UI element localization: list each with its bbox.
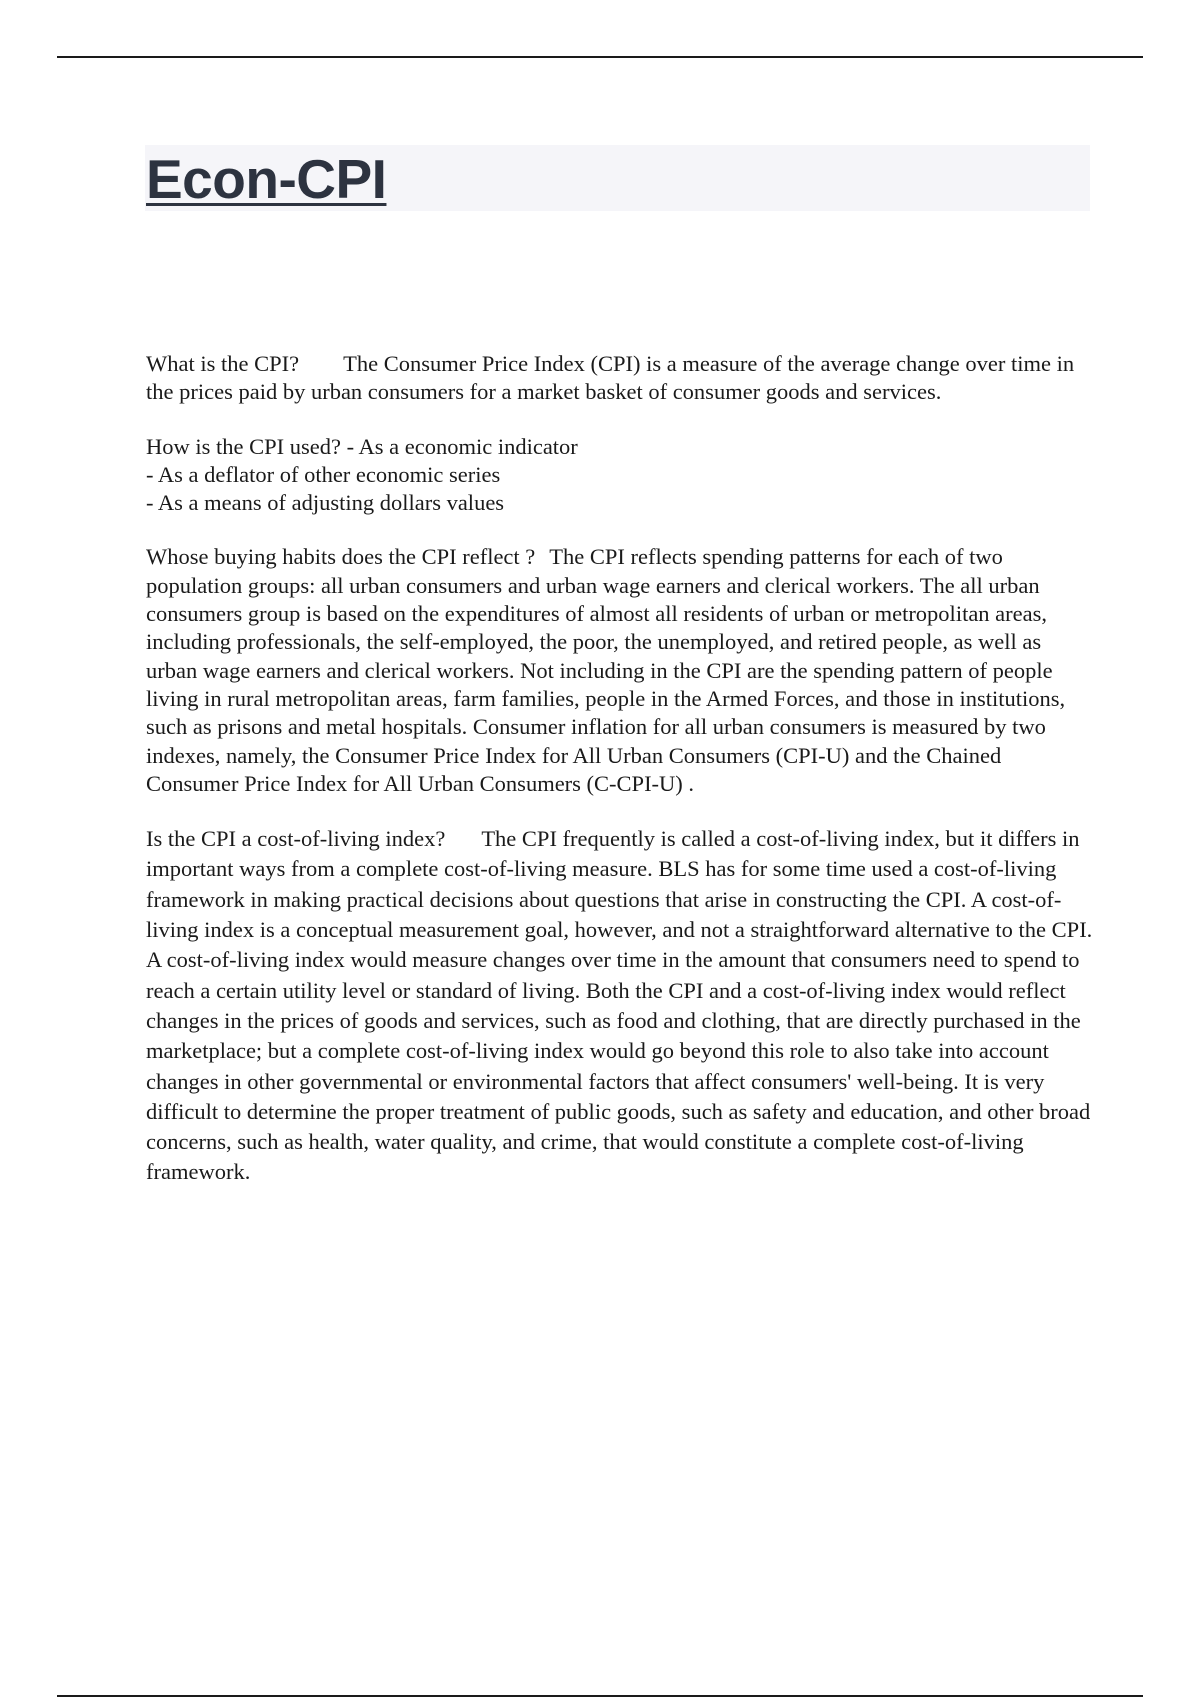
flashcard-4-answer: The CPI frequently is called a cost-of-living index, but it differs in important ways from a complete cost-of-living measure. BLS has for some time used a cost-of-living framework in making practical decisions about questions that arise in constructing the CPI. A cost-of-living index is a conceptual measurement goal, however, and not a straightforward alternative to the CPI. A cost-of-living index would measure changes over time in the amount that consumers need to spend to reach a certain utility level or standard of living. Both the CPI and a cost-of-living index would reflect changes in the prices of goods and services, such as food and clothing, that are directly purchased in the marketplace; but a complete cost-of-living index would go beyond this role to also take into account changes in other governmental or environmental factors that affect consumers' well-being. It is very difficult to determine the proper treatment of public goods, such as safety and education, and other broad concerns, such as health, water quality, and crime, that would constitute a complete cost-of-living framework. [146, 826, 1093, 1185]
flashcard-2 [146, 433, 1096, 518]
bottom-rule [57, 1695, 1143, 1697]
flashcard-2-answer-line-2: - As a deflator of other economic series [146, 461, 501, 487]
flashcard-3-answer: The CPI reflects spending patterns for each of two population groups: all urban consumers and urban wage earners and clerical workers. The all urban consumers group is based on the expenditures of almost all residents of urban or metropolitan areas, including professionals, the self-employed, the poor, the unemployed, and retired people, as well as urban wage earners and clerical workers. Not including in the CPI are the spending pattern of people living in rural metropolitan areas, farm families, people in the Armed Forces, and those in institutions, such as prisons and metal hospitals. Consumer inflation for all urban consumers is measured by two indexes, namely, the Consumer Price Index for All Urban Consumers (CPI-U) and the Chained Consumer Price Index for All Urban Consumers (C-CPI-U) . [146, 544, 1066, 796]
flashcard-3 [146, 543, 1096, 798]
flashcard-4 [146, 824, 1096, 1188]
flashcard-1 [146, 350, 1096, 407]
flashcard-3-question: Whose buying habits does the CPI reflect ? [146, 544, 536, 570]
document-title[interactable]: Econ-CPI [146, 148, 387, 210]
flashcard-list [146, 350, 1096, 1214]
flashcard-2-answer-line-1: - As a economic indicator [346, 433, 578, 459]
flashcard-4-question: Is the CPI a cost-of-living index? [146, 826, 446, 852]
flashcard-1-question: What is the CPI? [146, 351, 300, 376]
top-rule [57, 56, 1143, 58]
flashcard-1-answer: The Consumer Price Index (CPI) is a measure of the average change over time in the prices paid by urban consumers for a market basket of consumer goods and services. [146, 351, 1075, 405]
flashcard-2-answer-line-3: - As a means of adjusting dollars values [146, 490, 505, 516]
flashcard-2-question: How is the CPI used? [146, 433, 341, 459]
